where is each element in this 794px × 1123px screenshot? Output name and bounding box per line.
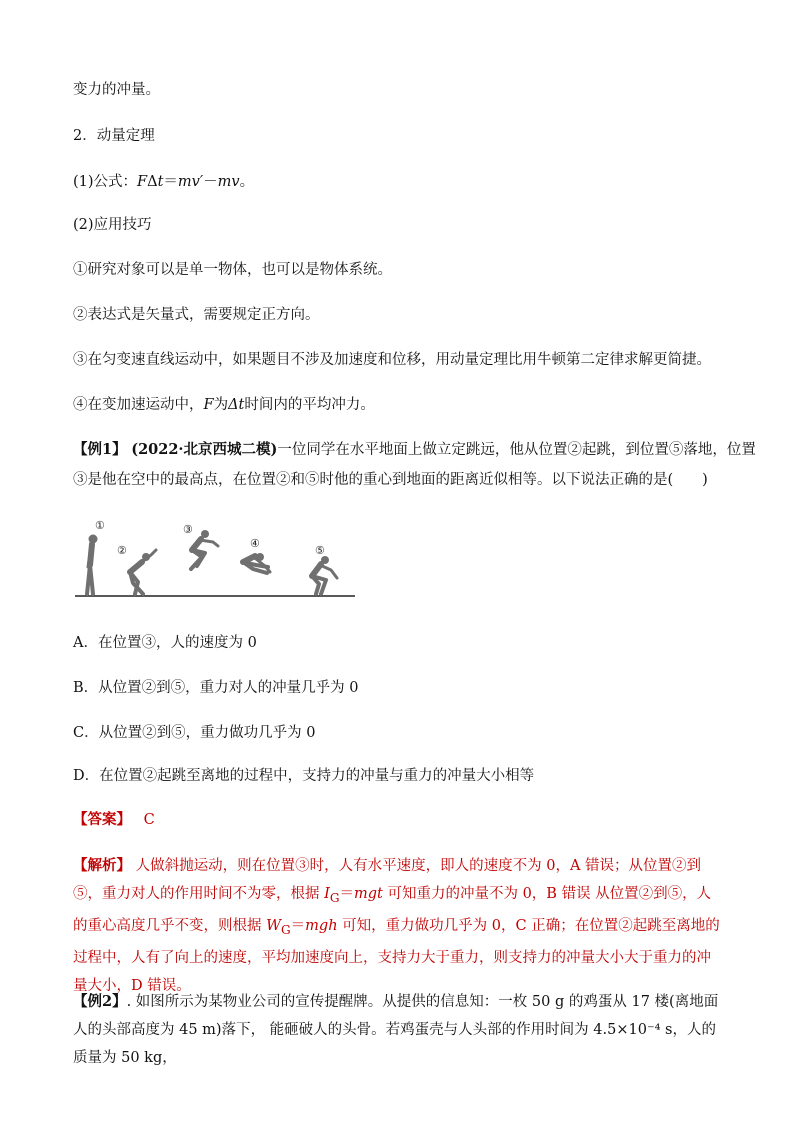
formula-t: t (157, 174, 164, 190)
example1-stem-line1 (73, 440, 756, 460)
formula-mv1: mv′ (177, 174, 204, 190)
tip-4-F: F (203, 397, 214, 413)
tip-3: ③在匀变速直线运动中，如果题目不涉及加速度和位移，用动量定理比用牛顿第二定律求解更简捷。 (73, 352, 711, 368)
intro-line1: 变力的冲量。 (73, 82, 160, 98)
option-a: A．在位置③，人的速度为 0 (73, 635, 257, 651)
analysis-mgt: mgt (354, 886, 383, 902)
formula-line (73, 172, 254, 192)
example2-text: . 如图所示为某物业公司的宣传提醒牌。从提供的信息知：一枚 50 g 的鸡蛋从 17 楼(离地面人的头部高度为 45 m)落下， 能砸破人的头骨。若鸡蛋壳与人头部的作用时间为 4.5×10⁻⁴ s，人的质量为 50 kg， (73, 994, 719, 1066)
example1-stem-text1: 一位同学在水平地面上做立定跳远，他从位置②起跳，到位置⑤落地，位置 (277, 442, 756, 458)
example1-source: (2022·北京西城二模) (131, 441, 278, 458)
analysis-text-3: 可知，重力做功几乎为 0，C 正确；在位置②起跳至离地的过程中，人有了向上的速度，平均加速度向上，支持力大于重力，则支持力的冲量大小大于重力的冲量大小，D 错误。 (73, 917, 720, 994)
analysis-IG-sub: G (329, 890, 340, 905)
tip-1: ①研究对象可以是单一物体，也可以是物体系统。 (73, 262, 392, 278)
example1-tag: 【例1】 (73, 441, 127, 458)
analysis-WG-sub: G (281, 922, 291, 937)
skills-heading: (2)应用技巧 (73, 217, 152, 233)
tip-4-pre: ④在变加速运动中， (73, 397, 204, 413)
analysis-mgh: mgh (305, 917, 338, 934)
tip-4-dt: Δt (228, 397, 245, 413)
example1-stem-line2: ③是他在空中的最高点，在位置②和⑤时他的重心到地面的距离近似相等。以下说法正确的是( ) (73, 472, 708, 488)
jumper-pose-1 (87, 535, 98, 595)
option-b: B．从位置②到⑤，重力对人的冲量几乎为 0 (73, 680, 359, 696)
analysis-paragraph (73, 852, 723, 1000)
formula-prefix: (1)公式： (73, 174, 138, 190)
formula-delta: Δ (147, 174, 158, 190)
tip-4 (73, 395, 375, 415)
jumper-pose-5 (312, 556, 337, 594)
example2-tag: 【例2】 (73, 993, 127, 1010)
tip-2: ②表达式是矢量式，需要规定正方向。 (73, 307, 320, 323)
formula-end: 。 (239, 174, 255, 190)
formula-F: F (137, 174, 148, 190)
analysis-text-2: 可知重力的冲量不为 0，B 错误 从位置②到⑤，人的重心高度几乎不变，则根据 (73, 886, 712, 934)
figure-label-3: ③ (183, 523, 193, 536)
formula-minus: － (203, 174, 218, 190)
figure-label-4: ④ (250, 537, 260, 550)
jumper-pose-3 (191, 530, 218, 569)
analysis-IG: I (324, 886, 330, 902)
option-c: C．从位置②到⑤，重力做功几乎为 0 (73, 725, 316, 741)
analysis-tag: 【解析】 (73, 857, 131, 874)
tip-4-rest1: 为 (213, 397, 229, 413)
section-heading: 2．动量定理 (73, 128, 155, 144)
formula-mv: mv (217, 174, 240, 190)
analysis-eq2: ＝ (290, 917, 306, 934)
formula-eq: ＝ (163, 174, 178, 190)
analysis-eq1: ＝ (339, 886, 354, 902)
option-d: D．在位置②起跳至离地的过程中，支持力的冲量与重力的冲量大小相等 (73, 768, 535, 784)
jumper-pose-4 (243, 553, 270, 573)
answer-tag: 【答案】 (73, 811, 131, 828)
example2-paragraph (73, 988, 723, 1072)
long-jump-figure (73, 512, 358, 602)
figure-label-5: ⑤ (315, 544, 325, 557)
answer-line (73, 810, 155, 830)
answer-value: C (143, 812, 155, 828)
analysis-text-1: 人做斜抛运动，则在位置③时，人有水平速度，即人的速度不为 0，A 错误；从位置②到⑤，重力对人的作用时间不为零，根据 (73, 858, 702, 902)
jumper-pose-2 (130, 550, 156, 594)
tip-4-rest2: 时间内的平均冲力。 (244, 397, 375, 413)
figure-label-2: ② (117, 544, 127, 557)
analysis-WG: W (266, 917, 282, 934)
figure-label-1: ① (95, 519, 105, 532)
